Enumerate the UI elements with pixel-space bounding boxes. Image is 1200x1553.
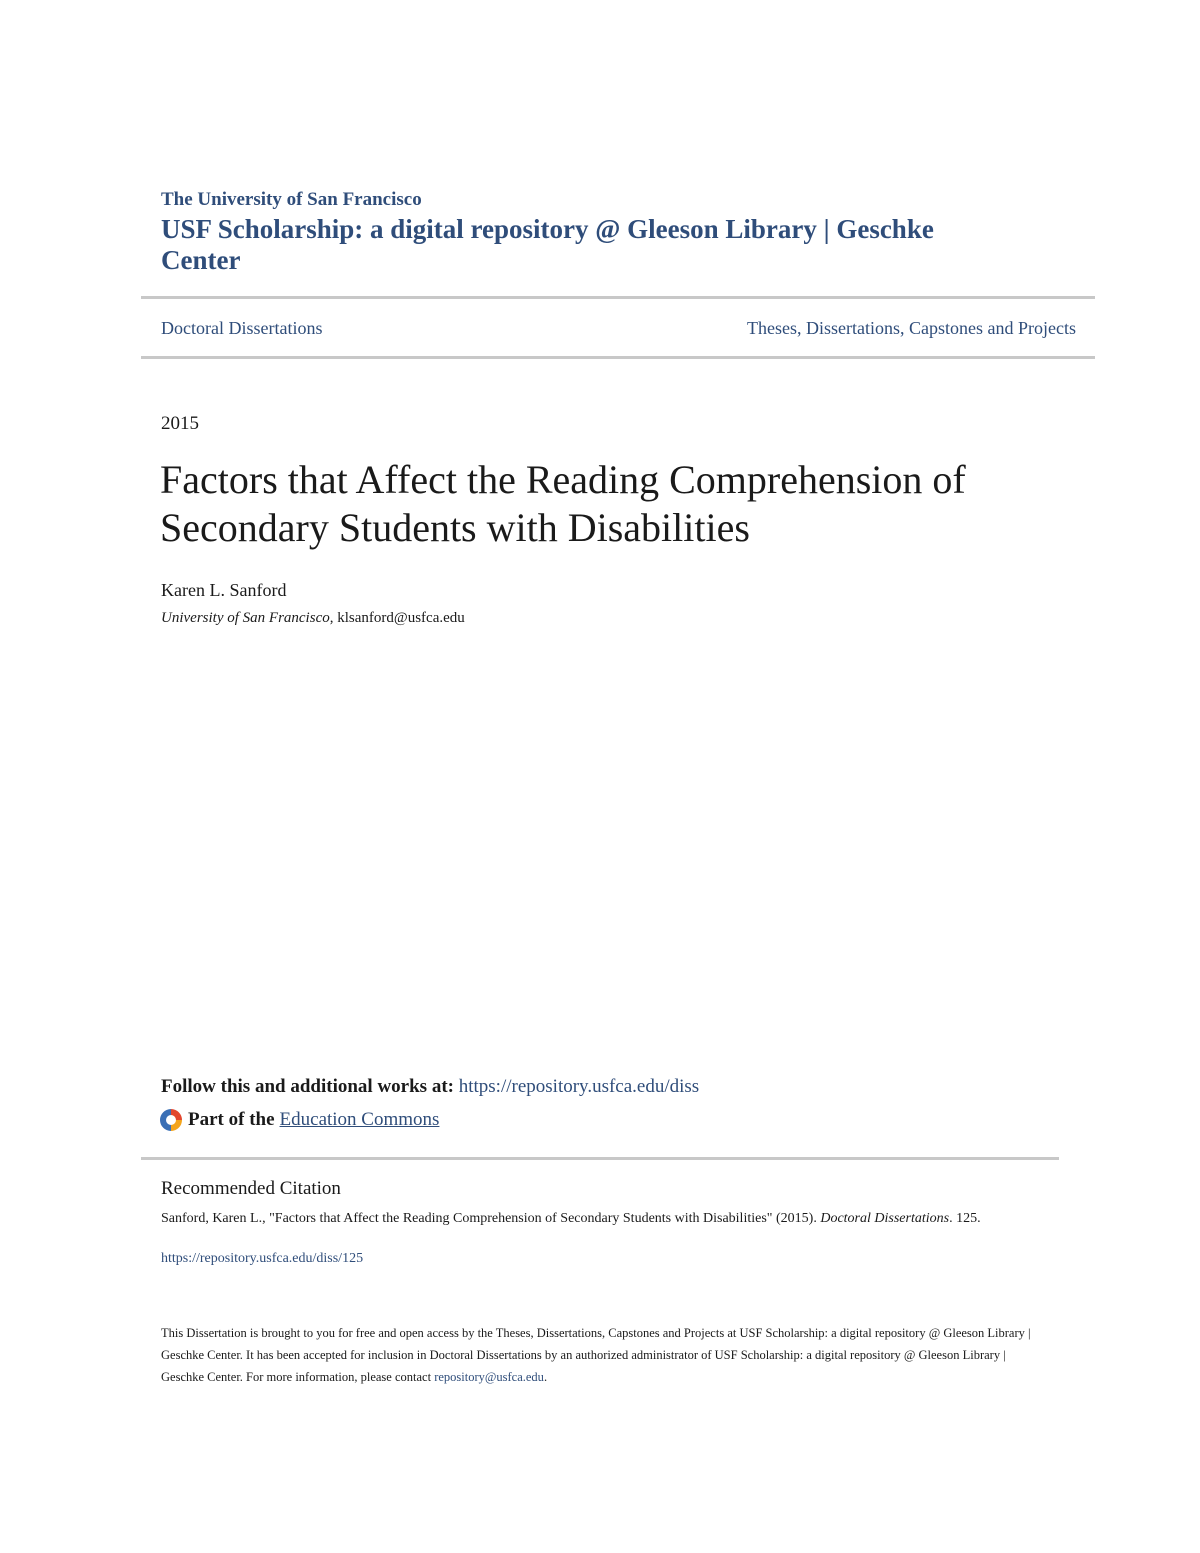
publication-year: 2015 — [161, 413, 199, 434]
citation-journal: Doctoral Dissertations — [820, 1211, 950, 1226]
education-commons-link[interactable]: Education Commons — [279, 1109, 440, 1130]
notice-end: . — [543, 1370, 548, 1384]
author-name: Karen L. Sanford — [161, 580, 287, 600]
notice-text: This Dissertation is brought to you for free and open access by the Theses, Dissertations, Capstones and Projects at USF Scholarship: a digital repository @ Gleeson Library | Geschke Center. It has been accepted for inclusion in Doctoral Dissertations by an authorized administrator of USF Scholarship: a digital repository @ Gleeson Library | Geschke Center. For more information, please contact — [161, 1326, 1031, 1384]
citation-text-after: . 125. — [949, 1211, 981, 1226]
affiliation-institution: University of San Francisco — [161, 610, 330, 626]
citation-link[interactable]: https://repository.usfca.edu/diss/125 — [161, 1251, 364, 1266]
divider-nav — [141, 356, 1095, 359]
network-icon-red-segment — [171, 1109, 182, 1120]
institution-name[interactable]: The University of San Francisco — [161, 189, 422, 210]
author-email: klsanford@usfca.edu — [337, 610, 465, 626]
nav-doctoral-dissertations[interactable]: Doctoral Dissertations — [161, 318, 323, 338]
citation-text — [161, 1208, 991, 1229]
network-icon-orange-segment — [171, 1120, 182, 1131]
follow-link[interactable]: https://repository.usfca.edu/diss — [458, 1076, 700, 1097]
citation-heading: Recommended Citation — [161, 1178, 341, 1199]
network-icon-blue-segment — [160, 1109, 171, 1131]
paper-title: Factors that Affect the Reading Comprehension of Secondary Students with Disabilities — [160, 457, 966, 550]
follow-label: Follow this and additional works at: — [161, 1076, 454, 1097]
affiliation-separator: , — [329, 610, 338, 626]
network-icon — [158, 1107, 184, 1133]
contact-email-link[interactable]: repository@usfca.edu — [434, 1370, 544, 1384]
author-affiliation — [161, 610, 465, 627]
citation-text-before: Sanford, Karen L., "Factors that Affect the Reading Comprehension of Secondary Students with Disabilities" (2015). — [161, 1211, 821, 1226]
follow-line — [161, 1076, 699, 1098]
divider-top — [141, 296, 1095, 299]
nav-theses-dissertations[interactable]: Theses, Dissertations, Capstones and Projects — [747, 318, 1076, 338]
access-notice — [161, 1322, 1031, 1388]
part-of-label: Part of the — [188, 1109, 275, 1130]
divider-citation — [141, 1157, 1059, 1160]
part-of-line — [158, 1107, 439, 1133]
repository-name[interactable]: USF Scholarship: a digital repository @ Gleeson Library | Geschke Center — [161, 214, 934, 275]
